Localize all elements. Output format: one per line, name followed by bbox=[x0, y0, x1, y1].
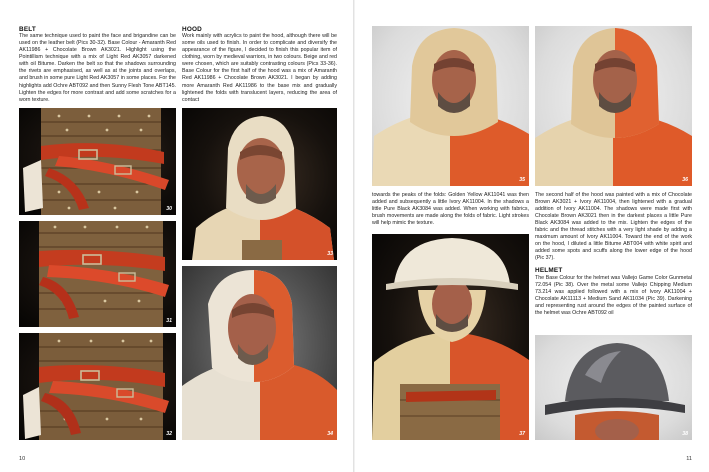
caption-31: 31 bbox=[166, 318, 172, 324]
caption-38: 38 bbox=[682, 431, 688, 437]
belt-illustration bbox=[19, 221, 176, 327]
photo-36-bust bbox=[535, 26, 692, 186]
belt-text: The same technique used to paint the face and brigandine can be used on the leather belt (Pics 30-32). Base Colour - Amaranth Red AK11986 + Chocolate Brown AK3021. Highlight using the Pointillism technique with a mix of Light Red AK3057 darkened with oil Bitume. Darken the belt so that the shadows surrounding the rivets are emphasised, as well as at the joints and overlaps, and brush in some pure Light Red AK3057 in some places. For the highlights add Ochre ABT092 and then Sunny Flesh Tone ABT145. Lighten the edges for more contrast and add some scratches for a worn texture. bbox=[19, 33, 176, 103]
photo-33-bust bbox=[182, 108, 337, 260]
folio-right: 11 bbox=[686, 456, 692, 462]
belt-illustration bbox=[19, 108, 176, 215]
caption-35: 35 bbox=[519, 177, 525, 183]
photo-34-bust bbox=[182, 266, 337, 440]
hood-second-half-text: The second half of the hood was painted with a mix of Chocolate Brown AK3021 + Ivory AK11004, then lightened with a gradual addition of Ivory AK11004. The shadows were made first with Chocolate Brown AK3021 then in the darkest places a little Pure Black AK3084 was added to the mix. Lighten the edges of the fabric and the thread stitches with a very light shade by adding a maximum amount of Ivory AK11004. Toward the end of the work on the hood, I diluted a little Bitume ABT004 with white spirit and added some spots and scuffs along the lower edge of the hood (Pic 37). bbox=[535, 192, 692, 262]
right-page bbox=[355, 0, 709, 472]
helmet-illustration bbox=[535, 335, 692, 440]
helmet-text: The Base Colour for the helmet was Vallejo Game Color Gunmetal 72.054 (Pic 38). Over the metal some Vallejo Chipping Medium 73.214 was applied followed with a mix of Ivory AK11004 + Chocolate AK11113 + Medium Sand AK11034 (Pic 39). Darkening and representing rust around the edges of the painted surface of the helmet was Ochre ABT092 oil bbox=[535, 274, 692, 316]
folio-left: 10 bbox=[19, 456, 26, 462]
photo-35-bust bbox=[372, 26, 529, 186]
helmet-heading: HELMET bbox=[535, 267, 563, 275]
caption-33: 33 bbox=[327, 251, 333, 257]
hood-section bbox=[182, 26, 337, 104]
bust-illustration bbox=[372, 26, 529, 186]
belt-section bbox=[19, 26, 176, 104]
hood-text: Work mainly with acrylics to paint the hood, although there will be some oils used to finish. In order to complicate and diversify the appearance of the figure, I decided to finish this popular item of clothing, worn by medieval warriors, in two colours. Beige and red were chosen, which are suitably contrasting colours (Pics 33-36). Base Colour for the first half of the hood was a mix of Amaranth Red AK11986 + Chocolate Brown AK3021. I began by adding more Amaranth Red AK11986 to the base mix and gradually lightened the folds with translucent layers, reducing the area of contact bbox=[182, 33, 337, 103]
caption-32: 32 bbox=[166, 431, 172, 437]
belt-heading: BELT bbox=[19, 26, 37, 33]
hood-second-half-section bbox=[535, 192, 692, 317]
left-page bbox=[0, 0, 354, 472]
photo-38-helmet bbox=[535, 335, 692, 440]
bust-illustration bbox=[535, 26, 692, 186]
hood-heading: HOOD bbox=[182, 26, 202, 33]
photo-31-belt bbox=[19, 221, 176, 327]
caption-30: 30 bbox=[166, 206, 172, 212]
photo-30-belt bbox=[19, 108, 176, 215]
hood-continued-text: towards the peaks of the folds: Golden Yellow AK11041 was then added and subsequently a little Ivory AK11004. In the shadows a little Pure Black AK3084 was added. When working with fabrics, brush movements are made along the folds of fabric. Light strokes will help mimic the texture. bbox=[372, 192, 529, 227]
caption-34: 34 bbox=[327, 431, 333, 437]
caption-37: 37 bbox=[519, 431, 525, 437]
hood-continued-section bbox=[372, 192, 529, 227]
bust-illustration bbox=[182, 108, 337, 260]
bust-illustration bbox=[182, 266, 337, 440]
photo-37-bust-helmet bbox=[372, 234, 529, 440]
bust-illustration bbox=[372, 234, 529, 440]
photo-32-belt bbox=[19, 333, 176, 440]
caption-36: 36 bbox=[682, 177, 688, 183]
belt-illustration bbox=[19, 333, 176, 440]
